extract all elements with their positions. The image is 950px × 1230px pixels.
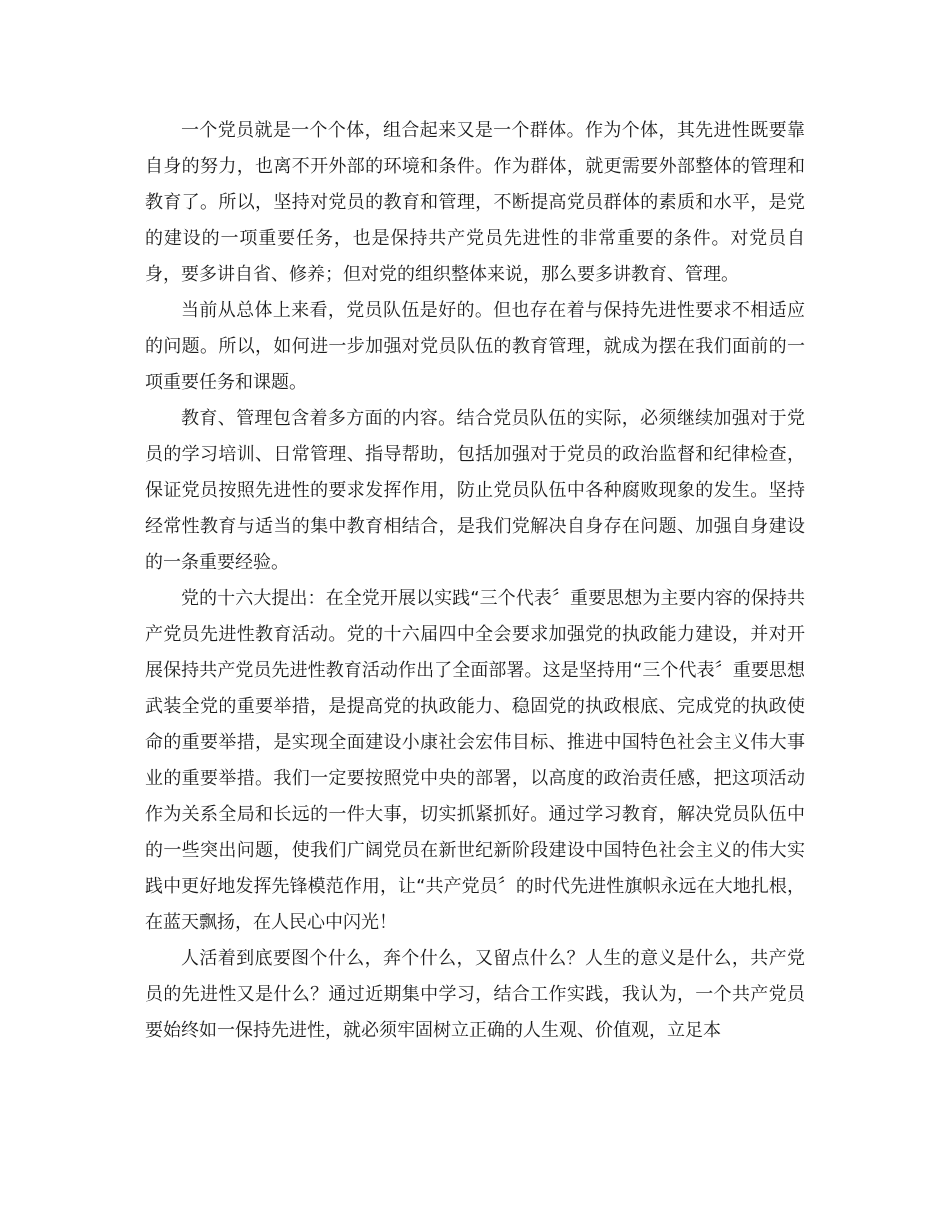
paragraph-1: 一个党员就是一个个体，组合起来又是一个群体。作为个体，其先进性既要靠自身的努力，也离不开外部的环境和条件。作为群体，就更需要外部整体的管理和教育了。所以，坚持对党员的教育和管理，不断提高党员群体的素质和水平，是党的建设的一项重要任务，也是保持共产党员先进性的非常重要的条件。对党员自身，要多讲自省、修养；但对党的组织整体来说，那么要多讲教育、管理。 (145, 120, 805, 285)
paragraph-3: 教育、管理包含着多方面的内容。结合党员队伍的实际，必须继续加强对于党员的学习培训、日常管理、指导帮助，包括加强对于党员的政治监督和纪律检查，保证党员按照先进性的要求发挥作用，防止党员队伍中各种腐败现象的发生。坚持经常性教育与适当的集中教育相结合，是我们党解决自身存在问题、加强自身建设的一条重要经验。 (145, 408, 805, 573)
paragraph-5: 人活着到底要图个什么，奔个什么，又留点什么？人生的意义是什么，共产党员的先进性又是什么？通过近期集中学习，结合工作实践，我认为，一个共产党员要始终如一保持先进性，就必须牢固树立正确的人生观、价值观，立足本 (145, 948, 805, 1041)
document-body (145, 113, 805, 1049)
paragraph-2: 当前从总体上来看，党员队伍是好的。但也存在着与保持先进性要求不相适应的问题。所以，如何进一步加强对党员队伍的教育管理，就成为摆在我们面前的一项重要任务和课题。 (145, 300, 805, 393)
paragraph-4: 党的十六大提出：在全党开展以实践“三个代表〞重要思想为主要内容的保持共产党员先进性教育活动。党的十六届四中全会要求加强党的执政能力建设，并对开展保持共产党员先进性教育活动作出了全面部署。这是坚持用“三个代表〞重要思想武装全党的重要举措，是提高党的执政能力、稳固党的执政根底、完成党的执政使命的重要举措，是实现全面建设小康社会宏伟目标、推进中国特色社会主义伟大事业的重要举措。我们一定要按照党中央的部署，以高度的政治责任感，把这项活动作为关系全局和长远的一件大事，切实抓紧抓好。通过学习教育，解决党员队伍中的一些突出问题，使我们广阔党员在新世纪新阶段建设中国特色社会主义的伟大实践中更好地发挥先锋模范作用，让“共产党员〞的时代先进性旗帜永远在大地扎根，在蓝天飘扬，在人民心中闪光！ (145, 588, 805, 933)
